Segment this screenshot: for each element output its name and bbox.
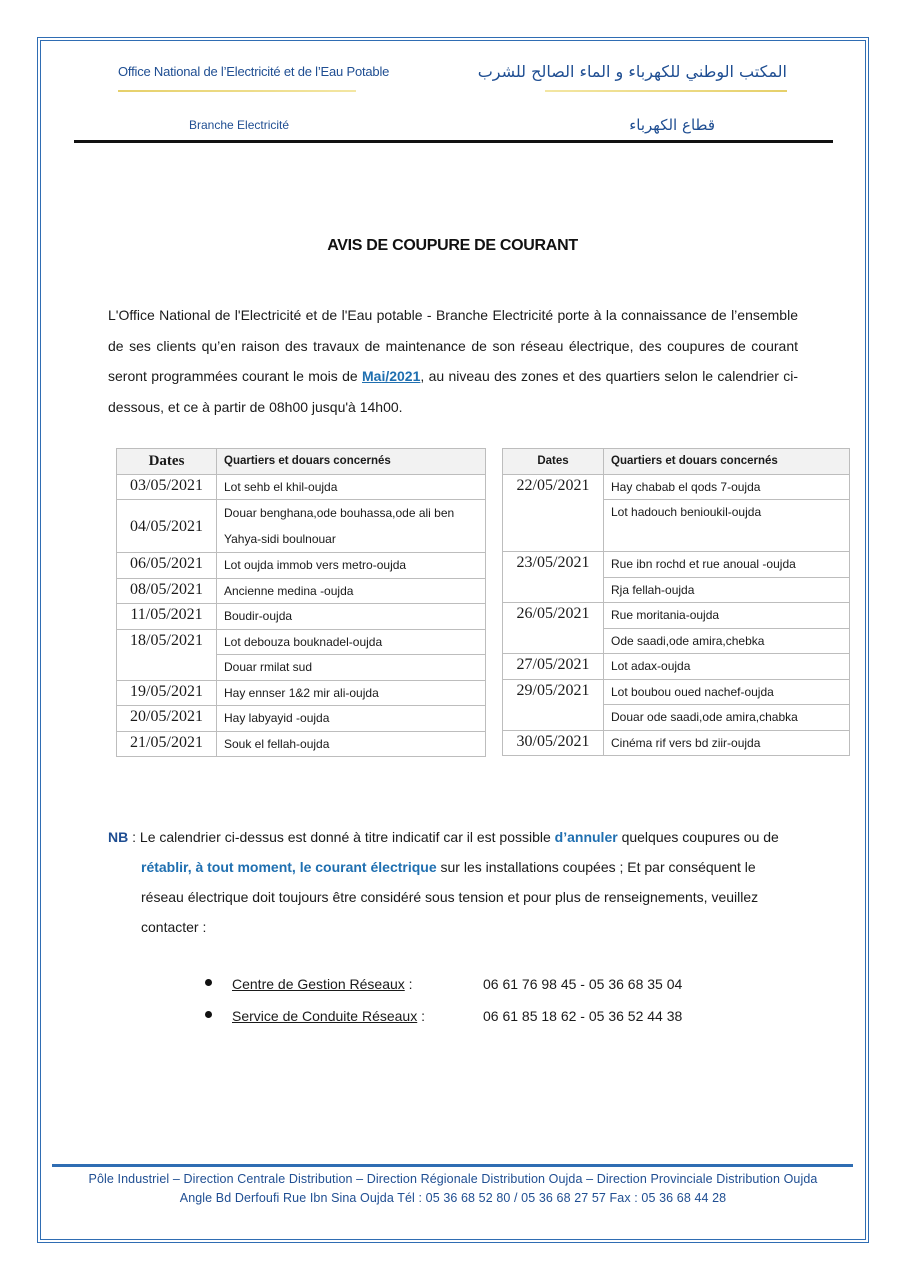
table-row	[117, 578, 486, 604]
place-cell: Rue moritania-oujda	[604, 603, 850, 629]
document-title: AVIS DE COUPURE DE COURANT	[327, 237, 578, 254]
date-cell: 23/05/2021	[503, 552, 604, 603]
table-row	[117, 500, 486, 553]
place-cell: Douar rmilat sud	[217, 655, 486, 681]
table-row	[503, 730, 850, 756]
footer-divider	[52, 1164, 853, 1167]
place-cell: Souk el fellah-oujda	[217, 731, 486, 757]
place-cell: Lot adax-oujda	[604, 654, 850, 680]
nb-text-2: quelques coupures ou de	[617, 829, 779, 845]
intro-month-highlight: Mai/2021	[362, 368, 421, 384]
place-cell: Lot debouza bouknadel-oujda	[217, 629, 486, 655]
schedule-table-left	[116, 448, 486, 757]
place-cell: Douar benghana,ode bouhassa,ode ali ben Yahya-sidi boulnouar	[217, 500, 486, 553]
place-cell: Douar ode saadi,ode amira,chabka	[604, 705, 850, 731]
column-header-dates: Dates	[503, 449, 604, 475]
table-row	[117, 680, 486, 706]
table-row	[503, 552, 850, 578]
header-gold-rule-left	[118, 90, 356, 92]
header-gold-rule-right	[545, 90, 787, 92]
column-header-dates: Dates	[117, 449, 217, 475]
nb-note	[108, 822, 800, 942]
table-row	[503, 654, 850, 680]
contact-phones: 06 61 85 18 62 - 05 36 52 44 38	[483, 1008, 683, 1024]
place-cell: Ancienne medina -oujda	[217, 578, 486, 604]
place-cell: Cinéma rif vers bd ziir-oujda	[604, 730, 850, 756]
nb-text-3: sur les installations coupées ; Et par conséquent le réseau électrique doit toujours être considéré sous tension et pour plus de renseignements, veuillez contacter :	[141, 859, 759, 935]
place-cell: Lot boubou oued nachef-oujda	[604, 679, 850, 705]
place-cell: Hay chabab el qods 7-oujda	[604, 474, 850, 500]
date-cell: 27/05/2021	[503, 654, 604, 680]
date-cell: 08/05/2021	[117, 578, 217, 604]
date-cell: 22/05/2021	[503, 474, 604, 552]
intro-text-after: , au niveau des zones et des quartiers selon le calendrier ci-dessous, et ce à partir de 08h00 jusqu'à 14h00.	[108, 368, 799, 415]
date-cell: 30/05/2021	[503, 730, 604, 756]
org-name-ar: المكتب الوطني للكهرباء و الماء الصالح للشرب	[477, 62, 787, 81]
table-row	[117, 706, 486, 732]
bullet-icon	[205, 1011, 212, 1018]
contact-name: Service de Conduite Réseaux	[232, 1008, 418, 1024]
date-cell: 03/05/2021	[117, 474, 217, 500]
date-cell: 21/05/2021	[117, 731, 217, 757]
place-cell: Ode saadi,ode amira,chebka	[604, 628, 850, 654]
date-cell: 26/05/2021	[503, 603, 604, 654]
place-cell: Hay labyayid -oujda	[217, 706, 486, 732]
contact-label: Service de Conduite Réseaux :	[232, 1008, 426, 1024]
org-name-fr: Office National de l’Electricité et de l’Eau Potable	[118, 64, 390, 79]
place-cell: Lot hadouch benioukil-oujda	[604, 500, 850, 552]
nb-text-1: Le calendrier ci-dessus est donné à titre indicatif car il est possible	[139, 829, 555, 845]
intro-paragraph	[108, 300, 798, 422]
date-cell: 19/05/2021	[117, 680, 217, 706]
nb-separator: :	[128, 829, 140, 845]
place-cell: Rja fellah-oujda	[604, 577, 850, 603]
branch-name-ar: قطاع الكهرباء	[629, 116, 715, 134]
table-row	[503, 474, 850, 500]
footer-address: Angle Bd Derfoufi Rue Ibn Sina Oujda Tél : 05 36 68 52 80 / 05 36 68 27 57 Fax : 05 36 68 44 28	[179, 1191, 727, 1205]
table-row	[117, 629, 486, 655]
date-cell: 20/05/2021	[117, 706, 217, 732]
contact-name: Centre de Gestion Réseaux	[232, 976, 405, 992]
column-header-places: Quartiers et douars concernés	[604, 449, 850, 475]
table-row	[117, 474, 486, 500]
column-header-places: Quartiers et douars concernés	[217, 449, 486, 475]
table-row	[117, 553, 486, 579]
header-divider	[74, 140, 833, 143]
place-cell: Boudir-oujda	[217, 604, 486, 630]
contact-label: Centre de Gestion Réseaux :	[232, 976, 413, 992]
schedule-table-right	[502, 448, 850, 756]
place-cell: Rue ibn rochd et rue anoual -oujda	[604, 552, 850, 578]
footer-directions: Pôle Industriel – Direction Centrale Distribution – Direction Régionale Distribution Oujda – Direction Provinciale Distribution Oujda	[88, 1172, 818, 1186]
table-row	[503, 679, 850, 705]
date-cell: 11/05/2021	[117, 604, 217, 630]
date-cell: 04/05/2021	[117, 500, 217, 553]
nb-label: NB	[108, 829, 129, 845]
intro-text-before: L'Office National de l'Electricité et de l'Eau potable - Branche Electricité porte à la connaissance de l’ensemble de ses clients qu’en raison des travaux de maintenance de son réseau électrique, des coupures de courant seront programmées courant le mois de	[108, 307, 798, 384]
date-cell: 29/05/2021	[503, 679, 604, 730]
place-cell: Lot oujda immob vers metro-oujda	[217, 553, 486, 579]
table-row	[117, 604, 486, 630]
place-cell: Hay ennser 1&2 mir ali-oujda	[217, 680, 486, 706]
nb-highlight-restore: rétablir, à tout moment, le courant électrique	[141, 859, 437, 875]
branch-name-fr: Branche Electricité	[189, 118, 290, 132]
nb-highlight-cancel: d’annuler	[554, 829, 618, 845]
date-cell: 18/05/2021	[117, 629, 217, 680]
table-row	[117, 731, 486, 757]
bullet-icon	[205, 979, 212, 986]
table-row	[503, 603, 850, 629]
contact-phones: 06 61 76 98 45 - 05 36 68 35 04	[483, 976, 683, 992]
date-cell: 06/05/2021	[117, 553, 217, 579]
place-cell: Lot sehb el khil-oujda	[217, 474, 486, 500]
